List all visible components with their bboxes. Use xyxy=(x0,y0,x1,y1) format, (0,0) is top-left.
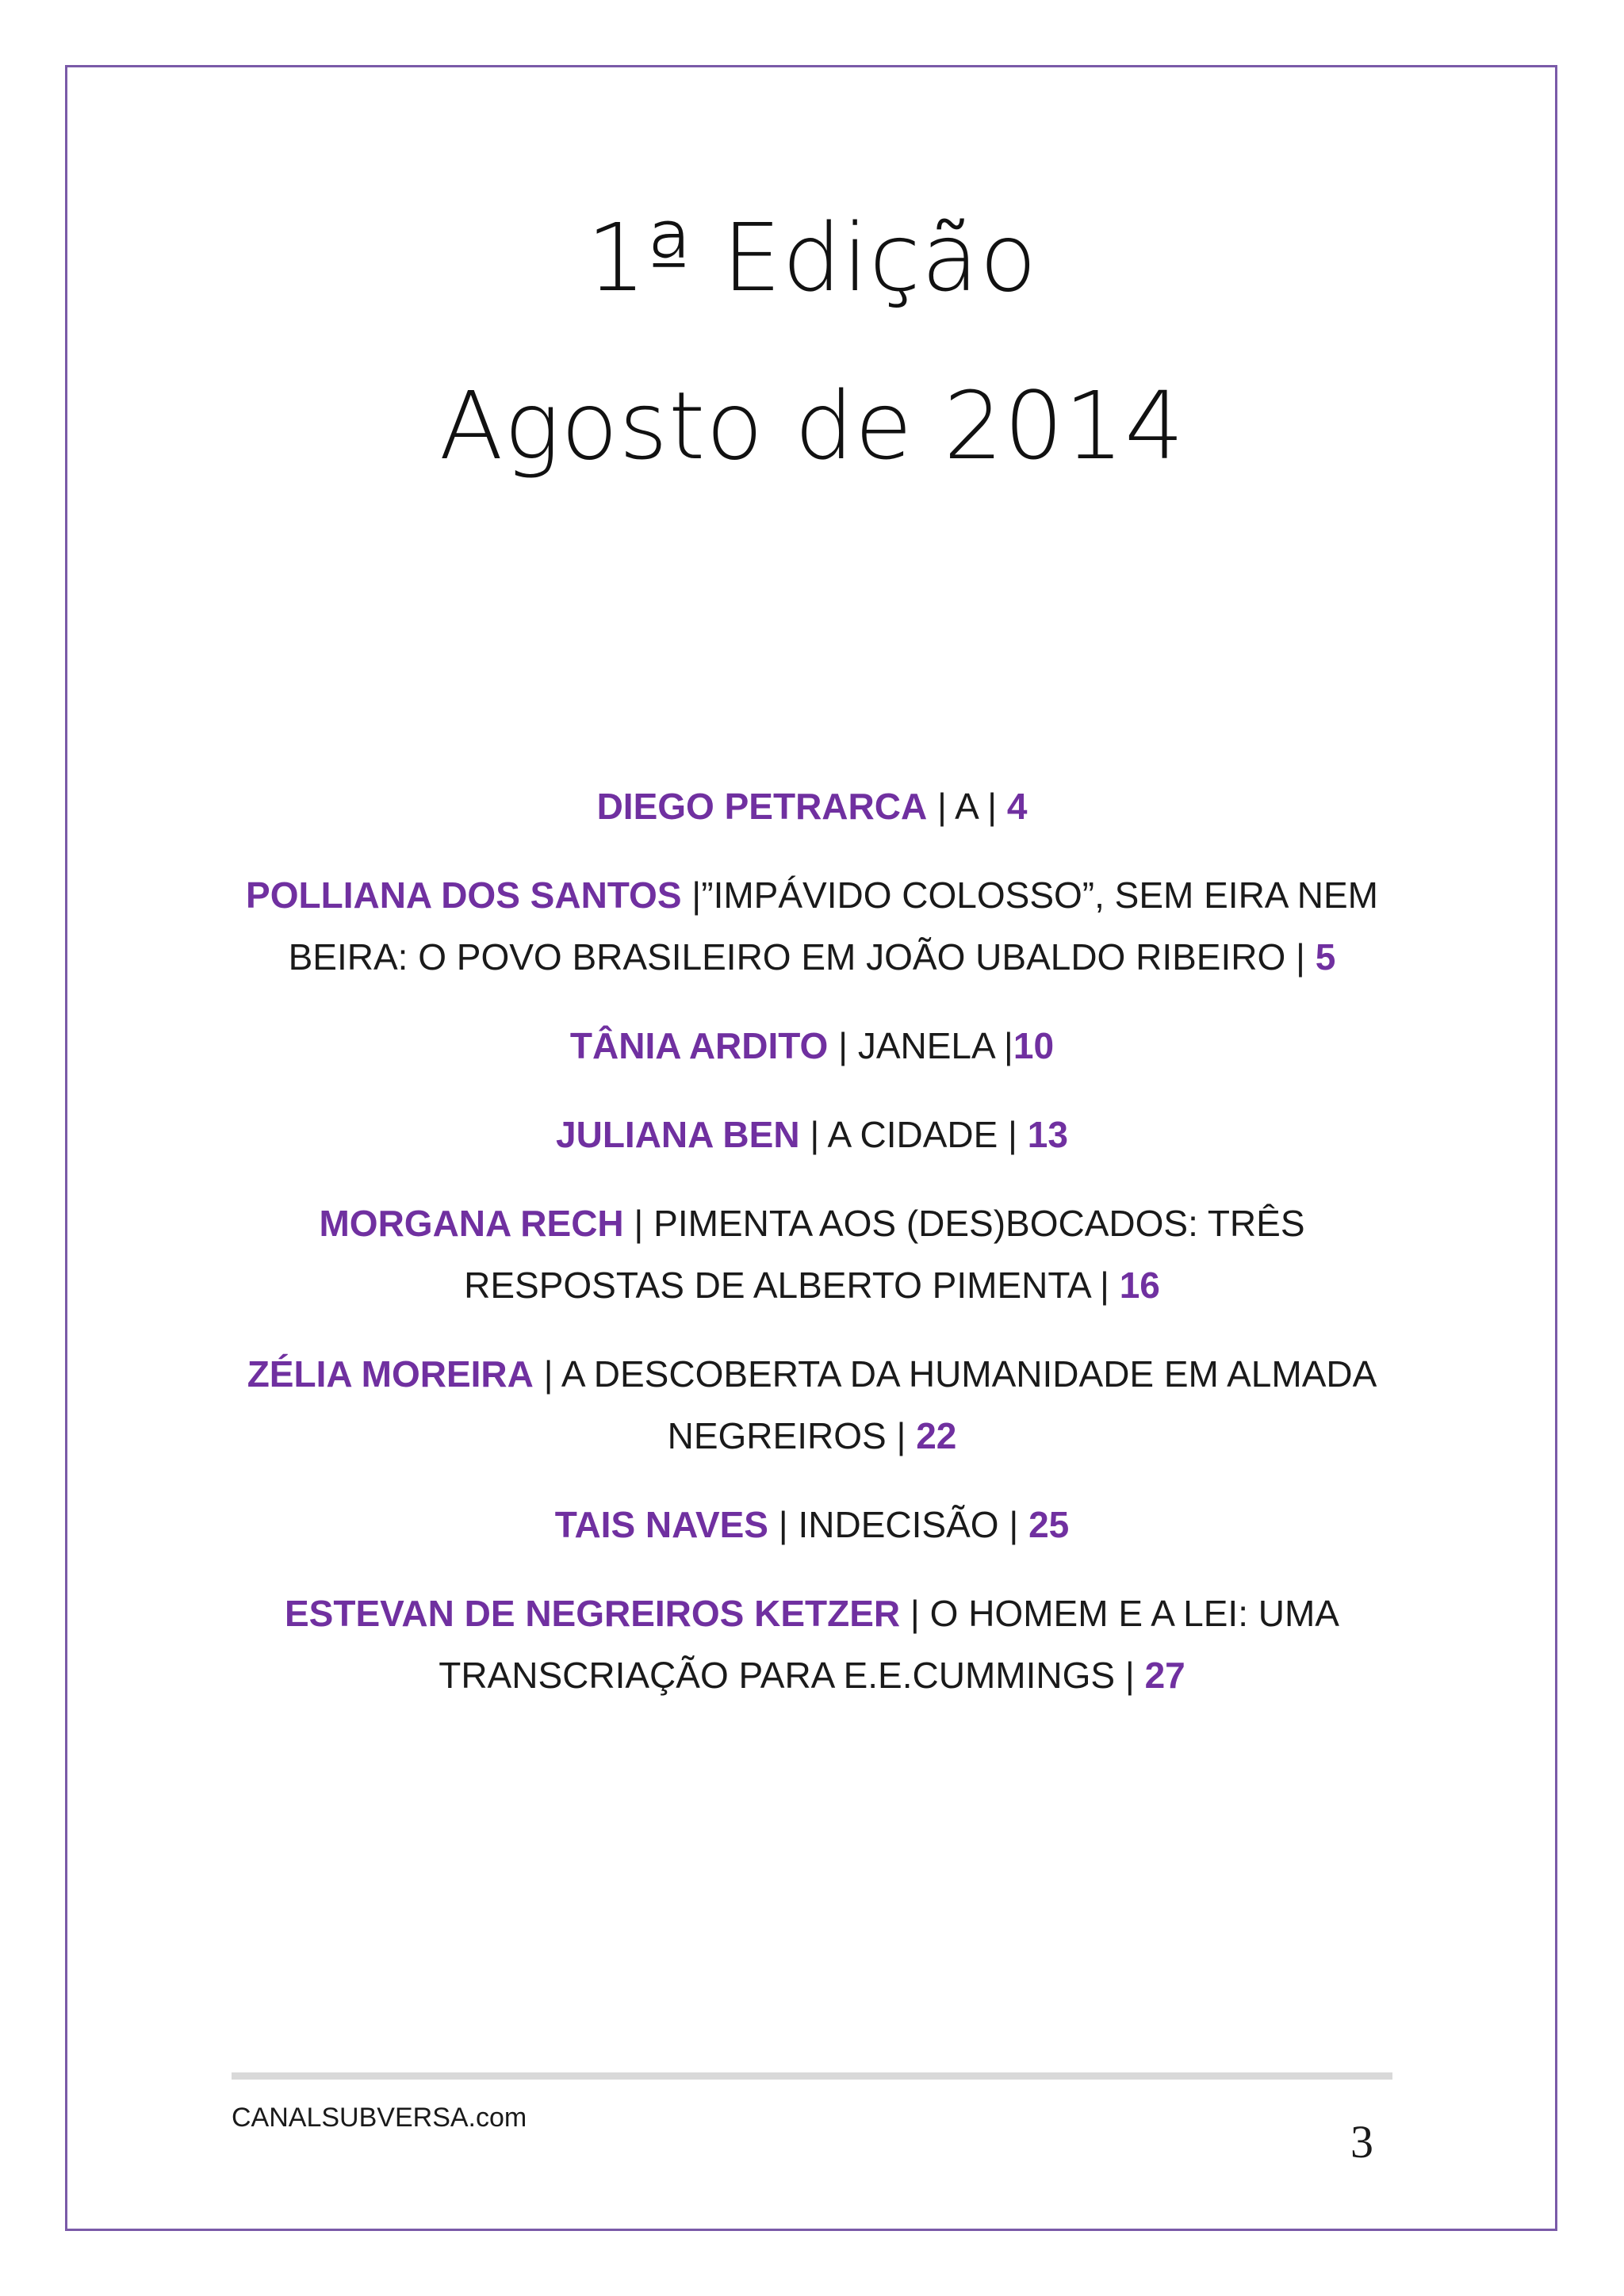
toc-entry[interactable] xyxy=(222,1343,1402,1467)
toc-page-number: 13 xyxy=(1027,1114,1068,1155)
toc-separator: | xyxy=(977,786,1007,827)
toc-page-number: 4 xyxy=(1006,786,1028,827)
footer-divider xyxy=(232,2072,1392,2080)
toc-entry[interactable] xyxy=(222,1582,1402,1706)
toc-entry[interactable] xyxy=(222,1494,1402,1556)
toc-author: ESTEVAN DE NEGREIROS KETZER xyxy=(285,1593,901,1634)
toc-separator: | xyxy=(994,1025,1013,1066)
toc-separator: | xyxy=(998,1504,1029,1545)
toc-author: TAIS NAVES xyxy=(554,1504,768,1545)
toc-separator: | xyxy=(998,1114,1028,1155)
toc-separator: | xyxy=(768,1504,799,1545)
toc-page-number: 10 xyxy=(1013,1025,1055,1066)
toc-page-number: 27 xyxy=(1144,1655,1185,1696)
toc-entry[interactable] xyxy=(222,775,1402,837)
toc-page-number: 16 xyxy=(1119,1265,1160,1306)
toc-title: A CIDADE xyxy=(827,1114,998,1155)
toc-author: TÂNIA ARDITO xyxy=(569,1025,829,1066)
toc-separator: | xyxy=(927,786,956,827)
toc-separator: | xyxy=(623,1203,654,1244)
toc-title: INDECISÃO xyxy=(798,1504,999,1545)
footer-page-number: 3 xyxy=(1350,2116,1373,2168)
toc-entry[interactable] xyxy=(222,864,1402,988)
toc-author: JULIANA BEN xyxy=(556,1114,800,1155)
toc-title: A xyxy=(955,786,978,827)
toc-separator: | xyxy=(900,1593,930,1634)
toc-title: PIMENTA AOS (DES)BOCADOS: TRÊS RESPOSTAS DE ALBERTO PIMENTA xyxy=(464,1203,1305,1306)
toc-entry[interactable] xyxy=(222,1015,1402,1077)
toc-separator: | xyxy=(799,1114,828,1155)
toc-separator: | xyxy=(681,874,702,916)
toc-page-number: 25 xyxy=(1028,1504,1070,1545)
toc-author: POLLIANA DOS SANTOS xyxy=(246,874,682,916)
toc-separator: | xyxy=(828,1025,858,1066)
toc-page-number: 22 xyxy=(916,1415,957,1456)
toc-separator: | xyxy=(886,1415,917,1456)
edition-title: 1ª Edição xyxy=(586,203,1038,312)
toc-entry[interactable] xyxy=(222,1192,1402,1316)
toc-author: MORGANA RECH xyxy=(319,1203,624,1244)
table-of-contents xyxy=(222,775,1402,1733)
toc-author: DIEGO PETRARCA xyxy=(596,786,928,827)
toc-page-number: 5 xyxy=(1315,936,1336,978)
toc-title: A DESCOBERTA DA HUMANIDADE EM ALMADA NEGREIROS xyxy=(561,1353,1377,1456)
toc-separator: | xyxy=(1285,936,1316,978)
toc-separator: | xyxy=(533,1353,561,1395)
toc-title: O HOMEM E A LEI: UMA TRANSCRIAÇÃO PARA E.E.CUMMINGS xyxy=(439,1593,1339,1696)
toc-author: ZÉLIA MOREIRA xyxy=(247,1353,534,1395)
toc-title: ”IMPÁVIDO COLOSSO”, SEM EIRA NEM BEIRA: O POVO BRASILEIRO EM JOÃO UBALDO RIBEIRO xyxy=(288,874,1378,978)
toc-title: JANELA xyxy=(857,1025,994,1066)
toc-separator: | xyxy=(1090,1265,1120,1306)
toc-separator: | xyxy=(1115,1655,1145,1696)
footer-site-link[interactable]: CANALSUBVERSA.com xyxy=(232,2103,527,2133)
edition-date: Agosto de 2014 xyxy=(439,371,1185,480)
toc-entry[interactable] xyxy=(222,1104,1402,1165)
